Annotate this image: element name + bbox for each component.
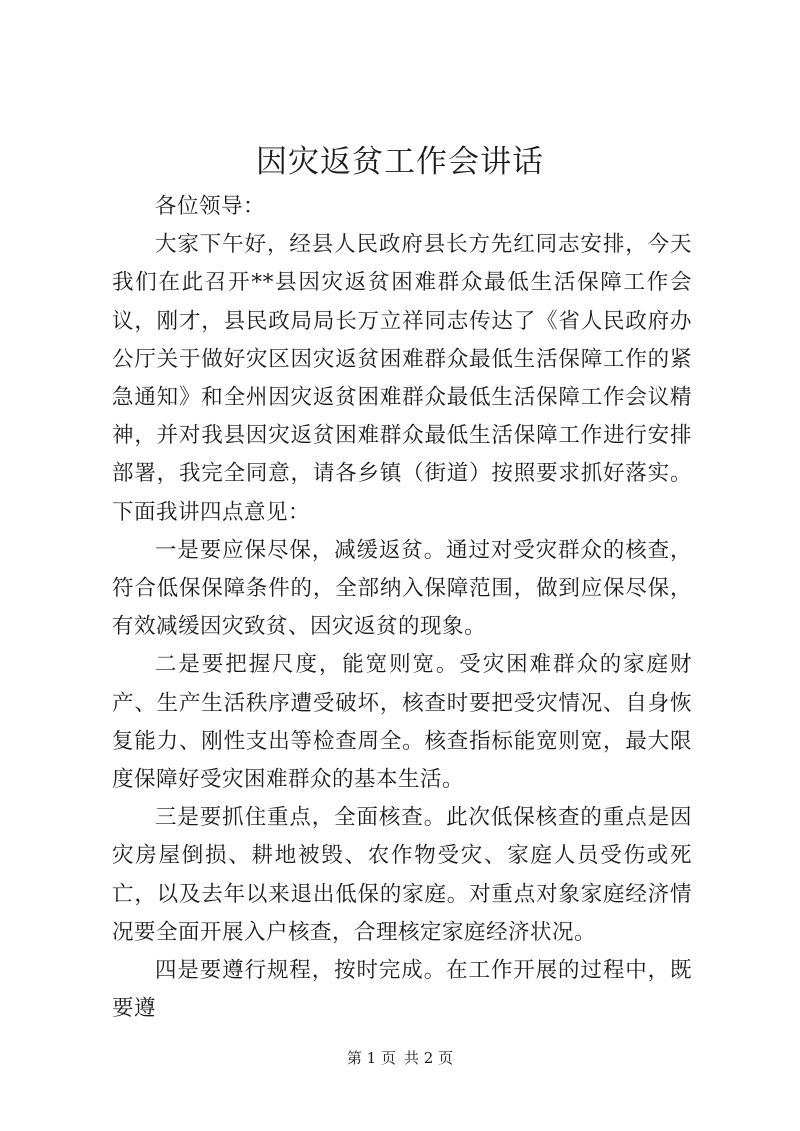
body-paragraph: 一是要应保尽保，减缓返贫。通过对受灾群众的核查，符合低保保障条件的，全部纳入保障范围，做到应保尽保，有效减缓因灾致贫、因灾返贫的现象。 [112,537,692,640]
body-paragraph: 四是要遵行规程，按时完成。在工作开展的过程中，既要遵 [112,958,692,1022]
body-paragraph: 三是要抓住重点，全面核查。此次低保核查的重点是因灾房屋倒损、耕地被毁、农作物受灾、家庭人员受伤或死亡，以及去年以来退出低保的家庭。对重点对象家庭经济情况要全面开展入户核查，合理核定家庭经济状况。 [112,805,692,945]
salutation: 各位领导： [155,194,266,219]
document-title: 因灾返贫工作会讲话 [256,144,544,180]
body-paragraph: 二是要把握尺度，能宽则宽。受灾困难群众的家庭财产、生产生活秩序遭受破坏，核查时要把受灾情况、自身恢复能力、刚性支出等检查周全。核查指标能宽则宽，最大限度保障好受灾困难群众的基本生活。 [112,652,692,793]
page-number: 第 1 页 [346,1049,396,1067]
document-body [112,188,692,1028]
page-total: 共 2 页 [404,1049,454,1067]
body-paragraph: 大家下午好，经县人民政府县长方先红同志安排，今天我们在此召开**县因灾返贫困难群众最低生活保障工作会议，刚才，县民政局局长万立祥同志传达了《省人民政府办公厅关于做好灾区因灾返贫困难群众最低生活保障工作的紧急通知》和全州因灾返贫困难群众最低生活保障工作会议精神，并对我县因灾返贫困难群众最低生活保障工作进行安排部署，我完全同意，请各乡镇（街道）按照要求抓好落实。下面我讲四点意见： [112,232,692,525]
page-footer [0,1048,800,1068]
